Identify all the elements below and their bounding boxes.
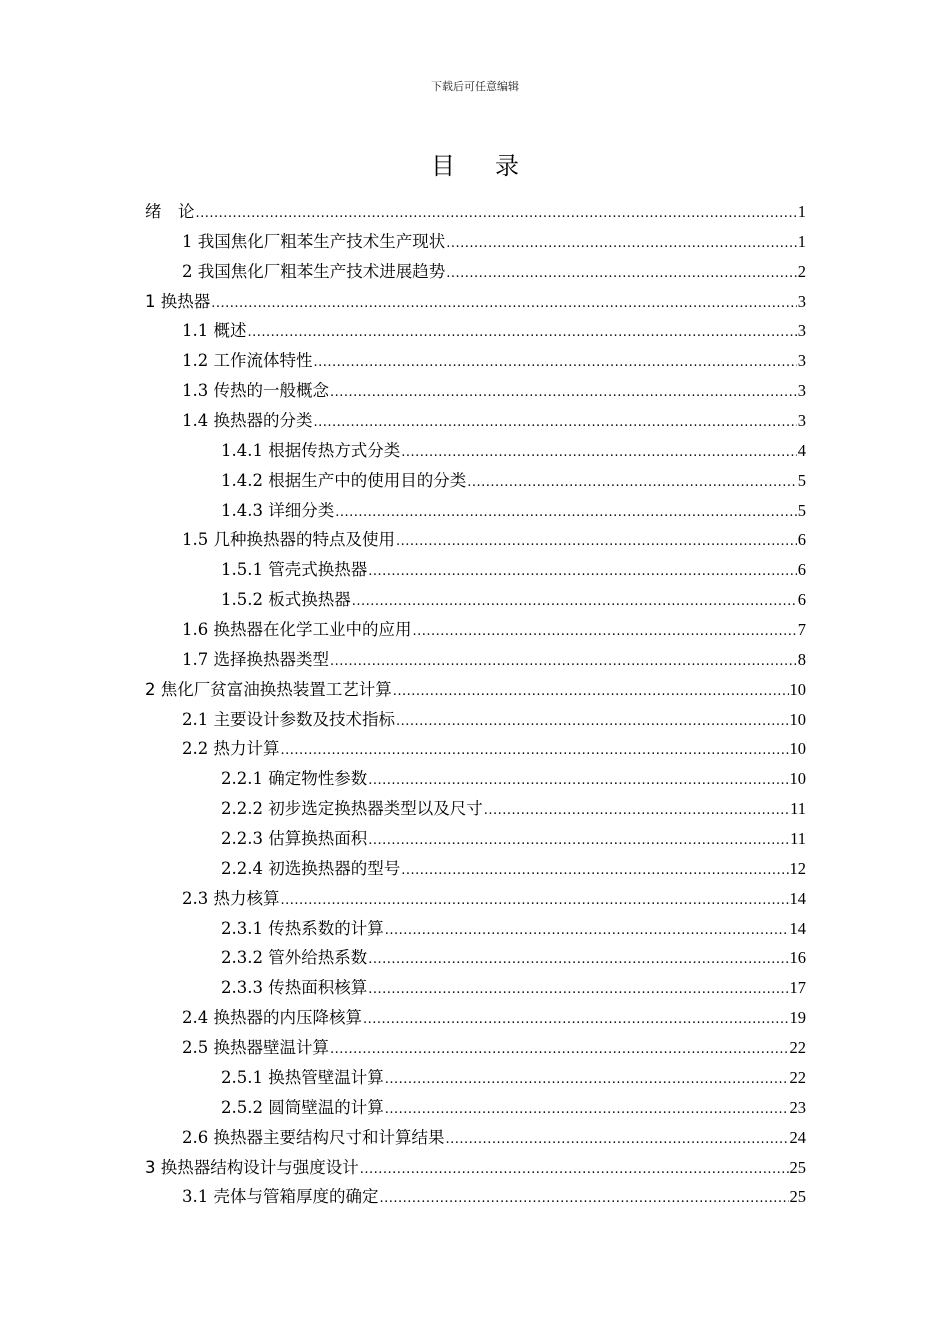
toc-entry-label: 2.6 换热器主要结构尺寸和计算结果 xyxy=(182,1127,445,1147)
toc-entry[interactable] xyxy=(145,585,806,615)
toc-dot-leader xyxy=(211,287,797,319)
toc-entry-label: 2.5 换热器壁温计算 xyxy=(182,1038,329,1058)
toc-entry-page-number: 10 xyxy=(789,769,806,789)
toc-entry[interactable] xyxy=(145,436,806,466)
toc-dot-leader xyxy=(385,914,789,946)
toc-entry[interactable] xyxy=(145,973,806,1003)
toc-dot-leader xyxy=(484,794,789,826)
toc-title: 目录 xyxy=(431,152,559,180)
toc-entry-label: 2.3.3 传热面积核算 xyxy=(221,978,368,998)
toc-entry-label: 绪 论 xyxy=(145,202,195,221)
toc-entry-page-number: 6 xyxy=(797,560,806,580)
toc-dot-leader xyxy=(401,854,788,886)
toc-entry[interactable] xyxy=(145,734,806,764)
toc-entry[interactable] xyxy=(145,376,806,406)
toc-entry-label: 1.4.2 根据生产中的使用目的分类 xyxy=(221,470,467,490)
toc-entry[interactable] xyxy=(145,525,806,555)
toc-dot-leader xyxy=(446,227,797,259)
toc-dot-leader xyxy=(446,257,797,289)
toc-entry[interactable] xyxy=(145,675,806,705)
toc-entry-label: 2.5.2 圆筒壁温的计算 xyxy=(221,1097,384,1117)
toc-entry-page-number: 10 xyxy=(789,709,806,729)
toc-dot-leader xyxy=(368,555,797,587)
toc-dot-leader xyxy=(314,406,797,438)
toc-entry-label: 1.5.2 板式换热器 xyxy=(221,590,351,610)
toc-entry-label: 2 我国焦化厂粗苯生产技术进展趋势 xyxy=(182,261,446,281)
toc-entry-page-number: 24 xyxy=(789,1127,806,1147)
toc-dot-leader xyxy=(352,585,797,617)
toc-entry-page-number: 25 xyxy=(789,1157,806,1177)
toc-entry-page-number: 3 xyxy=(797,411,806,431)
toc-entry[interactable] xyxy=(145,227,806,257)
toc-entry-label: 2.2.4 初选换热器的型号 xyxy=(221,858,401,878)
toc-entry-label: 2.4 换热器的内压降核算 xyxy=(182,1008,362,1028)
toc-entry-label: 3.1 壳体与管箱厚度的确定 xyxy=(182,1187,379,1207)
toc-entry[interactable] xyxy=(145,884,806,914)
toc-dot-leader xyxy=(330,376,797,408)
toc-entry-label: 2 焦化厂贫富油换热装置工艺计算 xyxy=(145,679,392,699)
toc-dot-leader xyxy=(413,615,797,647)
toc-entry-page-number: 17 xyxy=(789,978,806,998)
toc-dot-leader xyxy=(393,675,789,707)
toc-entry-label: 2.3.1 传热系数的计算 xyxy=(221,918,384,938)
toc-entry-page-number: 12 xyxy=(789,858,806,878)
toc-entry-page-number: 6 xyxy=(797,530,806,550)
toc-dot-leader xyxy=(248,316,797,348)
toc-entry[interactable] xyxy=(145,615,806,645)
toc-entry[interactable] xyxy=(145,854,806,884)
toc-entry[interactable] xyxy=(145,316,806,346)
toc-dot-leader xyxy=(314,346,797,378)
toc-entry-page-number: 1 xyxy=(797,202,806,221)
toc-entry-label: 1 换热器 xyxy=(145,291,211,311)
toc-entry[interactable] xyxy=(145,1123,806,1153)
toc-entry[interactable] xyxy=(145,406,806,436)
toc-entry[interactable] xyxy=(145,794,806,824)
toc-entry-page-number: 23 xyxy=(789,1097,806,1117)
toc-entry-label: 2.2.1 确定物性参数 xyxy=(221,769,368,789)
toc-entry-label: 2.2.2 初步选定换热器类型以及尺寸 xyxy=(221,799,483,819)
toc-entry-page-number: 2 xyxy=(797,261,806,281)
toc-entry-label: 1.5.1 管壳式换热器 xyxy=(221,560,368,580)
toc-entry-label: 2.2 热力计算 xyxy=(182,739,280,759)
toc-entry-page-number: 14 xyxy=(789,888,806,908)
toc-entry[interactable] xyxy=(145,555,806,585)
page-header-note: 下载后可任意编辑 xyxy=(431,80,519,93)
toc-dot-leader xyxy=(360,1153,789,1185)
toc-entry-page-number: 10 xyxy=(789,739,806,759)
toc-dot-leader xyxy=(446,1123,789,1155)
toc-entry-page-number: 3 xyxy=(797,381,806,401)
toc-entry[interactable] xyxy=(145,346,806,376)
toc-entry[interactable] xyxy=(145,466,806,496)
toc-dot-leader xyxy=(363,1003,789,1035)
toc-entry-label: 2.3 热力核算 xyxy=(182,888,280,908)
toc-entry[interactable] xyxy=(145,705,806,735)
toc-entry-label: 1.5 几种换热器的特点及使用 xyxy=(182,530,395,550)
toc-entry-label: 1.2 工作流体特性 xyxy=(182,351,313,371)
toc-dot-leader xyxy=(385,1093,789,1125)
toc-entry-page-number: 22 xyxy=(789,1067,806,1087)
toc-entry-label: 1.3 传热的一般概念 xyxy=(182,381,329,401)
toc-entry-page-number: 11 xyxy=(790,799,806,819)
toc-entry[interactable] xyxy=(145,1033,806,1063)
toc-entry-page-number: 3 xyxy=(797,291,806,311)
toc-entry-label: 2.2.3 估算换热面积 xyxy=(221,829,368,849)
toc-entry[interactable] xyxy=(145,1153,806,1183)
toc-entry-page-number: 11 xyxy=(790,829,806,849)
toc-entry-page-number: 7 xyxy=(797,620,806,640)
toc-entry-label: 2.3.2 管外给热系数 xyxy=(221,948,368,968)
toc-entry-label: 1.1 概述 xyxy=(182,321,247,341)
toc-entry-label: 2.1 主要设计参数及技术指标 xyxy=(182,709,395,729)
toc-entry-label: 1.6 换热器在化学工业中的应用 xyxy=(182,620,412,640)
toc-dot-leader xyxy=(330,1033,789,1065)
toc-entry-page-number: 3 xyxy=(797,351,806,371)
toc-entry[interactable] xyxy=(145,496,806,526)
toc-entry-page-number: 16 xyxy=(789,948,806,968)
toc-entry-page-number: 25 xyxy=(789,1187,806,1207)
toc-dot-leader xyxy=(467,466,797,498)
toc-entry-page-number: 1 xyxy=(797,231,806,251)
toc-entry-page-number: 4 xyxy=(797,440,806,460)
toc-entry[interactable] xyxy=(145,824,806,854)
toc-dot-leader xyxy=(396,525,797,557)
toc-entry[interactable] xyxy=(145,1003,806,1033)
toc-entry[interactable] xyxy=(145,764,806,794)
toc-dot-leader xyxy=(396,705,789,737)
toc-dot-leader xyxy=(368,764,788,796)
toc-entry[interactable] xyxy=(145,943,806,973)
toc-entry-page-number: 5 xyxy=(797,500,806,520)
toc-dot-leader xyxy=(281,734,789,766)
toc-entry-label: 1.4.3 详细分类 xyxy=(221,500,335,520)
toc-entry-label: 1 我国焦化厂粗苯生产技术生产现状 xyxy=(182,231,446,251)
toc-entry-page-number: 3 xyxy=(797,321,806,341)
toc-dot-leader xyxy=(368,943,788,975)
toc-dot-leader xyxy=(196,197,797,229)
toc-dot-leader xyxy=(330,645,797,677)
toc-dot-leader xyxy=(380,1182,789,1214)
toc-entry-page-number: 19 xyxy=(789,1008,806,1028)
toc-entry-label: 1.7 选择换热器类型 xyxy=(182,649,329,669)
toc-entry-page-number: 5 xyxy=(797,470,806,490)
toc-dot-leader xyxy=(335,496,797,528)
toc-dot-leader xyxy=(368,824,789,856)
toc-entry[interactable] xyxy=(145,257,806,287)
toc-entry[interactable] xyxy=(145,287,806,317)
toc-dot-leader xyxy=(401,436,797,468)
toc-entry-page-number: 6 xyxy=(797,590,806,610)
toc-entry[interactable] xyxy=(145,1093,806,1123)
toc-entry-page-number: 14 xyxy=(789,918,806,938)
toc-entry-label: 1.4.1 根据传热方式分类 xyxy=(221,440,401,460)
toc-entry-page-number: 10 xyxy=(789,679,806,699)
toc-entry-page-number: 22 xyxy=(789,1038,806,1058)
toc-entry-page-number: 8 xyxy=(797,649,806,669)
toc-entry-label: 3 换热器结构设计与强度设计 xyxy=(145,1157,359,1177)
toc-entry-label: 2.5.1 换热管壁温计算 xyxy=(221,1067,384,1087)
toc-entry[interactable] xyxy=(145,1063,806,1093)
toc-dot-leader xyxy=(368,973,788,1005)
table-of-contents xyxy=(145,197,806,1212)
toc-dot-leader xyxy=(281,884,789,916)
toc-dot-leader xyxy=(385,1063,789,1095)
toc-entry-label: 1.4 换热器的分类 xyxy=(182,411,313,431)
toc-entry[interactable] xyxy=(145,197,806,227)
toc-entry[interactable] xyxy=(145,1182,806,1212)
toc-entry[interactable] xyxy=(145,914,806,944)
toc-entry[interactable] xyxy=(145,645,806,675)
